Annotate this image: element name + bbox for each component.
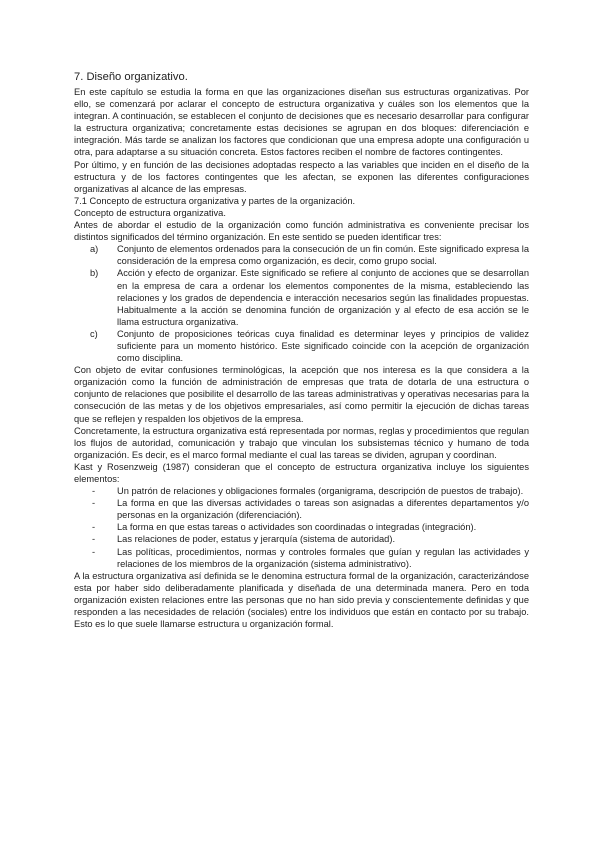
list-marker: -	[92, 534, 96, 545]
list-marker: -	[92, 498, 96, 509]
list-marker: -	[92, 522, 96, 533]
list-item	[74, 533, 529, 545]
list-item	[74, 243, 529, 267]
list-marker: a)	[90, 244, 99, 255]
elements-list	[74, 485, 529, 570]
list-marker: b)	[90, 268, 99, 279]
chapter-title: 7. Diseño organizativo.	[74, 71, 188, 83]
list-item-text: La forma en que las diversas actividades o tareas son asignadas a diferentes departamentos y/o personas en la organización (diferenciación).	[117, 498, 529, 521]
list-item	[74, 521, 529, 533]
body-paragraph-1: Con objeto de evitar confusiones terminológicas, la acepción que nos interesa es la que considera a la organización como la función de administración de empresas que trata de dotarla de una estructura o conjunto de relaciones que posibilite el desarrollo de las tareas administrativas y operativas necesarias para la consecución de las metas y de los objetivos empresariales, así como permitir la ejecución de dichas tareas que se reflejen y respalden los objetivos de la empresa.	[74, 365, 529, 424]
list-item	[74, 267, 529, 327]
concept-intro-paragraph: Antes de abordar el estudio de la organización como función administrativa es conveniente precisar los distintos significados del término organización. En este sentido se pueden identificar tres:	[74, 220, 529, 243]
closing-paragraph: A la estructura organizativa así definida se le denomina estructura formal de la organización, caracterizándose esta por haber sido deliberadamente planificada y diseñada de una determinada manera. Pero en toda organización existen relaciones entre las personas que no han sido previa y conscientemente definidas y que responden a las necesidades de relación (sociales) entre los individuos que están en contacto por su trabajo. Esto es lo que suele llamarse estructura u organización formal.	[74, 570, 529, 630]
intro-paragraph-1: En este capítulo se estudia la forma en que las organizaciones diseñan sus estructuras organizativas. Por ello, se comenzará por aclarar el concepto de estructura organizativa y cuáles son los elementos que la integran. A continuación, se establecen el conjunto de decisiones que es necesario desarrollar para configurar la estructura organizativa; concretamente estas decisiones se agrupan en dos bloques: diferenciación e integración. Más tarde se analizan los factores que condicionan que una empresa adopte una configuración u otra, para adaptarse a su situación concreta. Estos factores reciben el nombre de factores contingentes.	[74, 87, 529, 158]
list-item-text: Conjunto de proposiciones teóricas cuya finalidad es determinar leyes y principios de validez suficiente para un momento histórico. Este significado coincide con la acepción de organización como disciplina.	[117, 328, 529, 364]
list-item-text: Un patrón de relaciones y obligaciones formales (organigrama, descripción de puestos de trabajo).	[117, 486, 524, 497]
document-page	[74, 70, 529, 630]
list-marker: c)	[90, 328, 98, 339]
list-item-text: La forma en que estas tareas o actividades son coordinadas o integradas (integración).	[117, 522, 477, 533]
list-item	[74, 546, 529, 570]
list-marker: -	[92, 546, 96, 557]
list-item-text: Las políticas, procedimientos, normas y controles formales que guían y regulan las actividades y relaciones de los miembros de la organización (sistema administrativo).	[117, 546, 529, 569]
list-item-text: Acción y efecto de organizar. Este significado se refiere al conjunto de acciones que se desarrollan en la empresa de cara a ordenar los elementos componentes de la misma, estableciendo las relaciones y los grados de dependencia e interacción necesarios según las finalidades propuestas. Habitualmente a la acción se denomina función de organización y al efecto de esa acción se le llama estructura organizativa.	[117, 268, 529, 327]
meanings-list	[74, 243, 529, 364]
list-marker: -	[92, 486, 96, 497]
list-item	[74, 485, 529, 497]
section-title: 7.1 Concepto de estructura organizativa y partes de la organización.	[74, 195, 356, 206]
list-item-text: Las relaciones de poder, estatus y jerarquía (sistema de autoridad).	[117, 534, 396, 545]
body-paragraph-3: Kast y Rosenzweig (1987) consideran que el concepto de estructura organizativa incluye los siguientes elementos:	[74, 461, 529, 484]
intro-paragraph-2: Por último, y en función de las decisiones adoptadas respecto a las variables que inciden en el diseño de la estructura y de los factores contingentes que les afectan, se exponen las diferentes configuraciones organizativas al alcance de las empresas.	[74, 159, 529, 194]
list-item	[74, 497, 529, 521]
body-paragraph-2: Concretamente, la estructura organizativa está representada por normas, reglas y procedimientos que regulan los flujos de autoridad, comunicación y trabajo que vinculan los subsistemas técnico y humano de toda organización. Es decir, es el marco formal mediante el cual las tareas se dividen, agrupan y coordinan.	[74, 425, 529, 460]
list-item-text: Conjunto de elementos ordenados para la consecución de un fin común. Este significado expresa la consideración de la empresa como organización, es decir, como grupo social.	[117, 244, 529, 267]
list-item	[74, 328, 529, 364]
subsection-title: Concepto de estructura organizativa.	[74, 207, 226, 218]
